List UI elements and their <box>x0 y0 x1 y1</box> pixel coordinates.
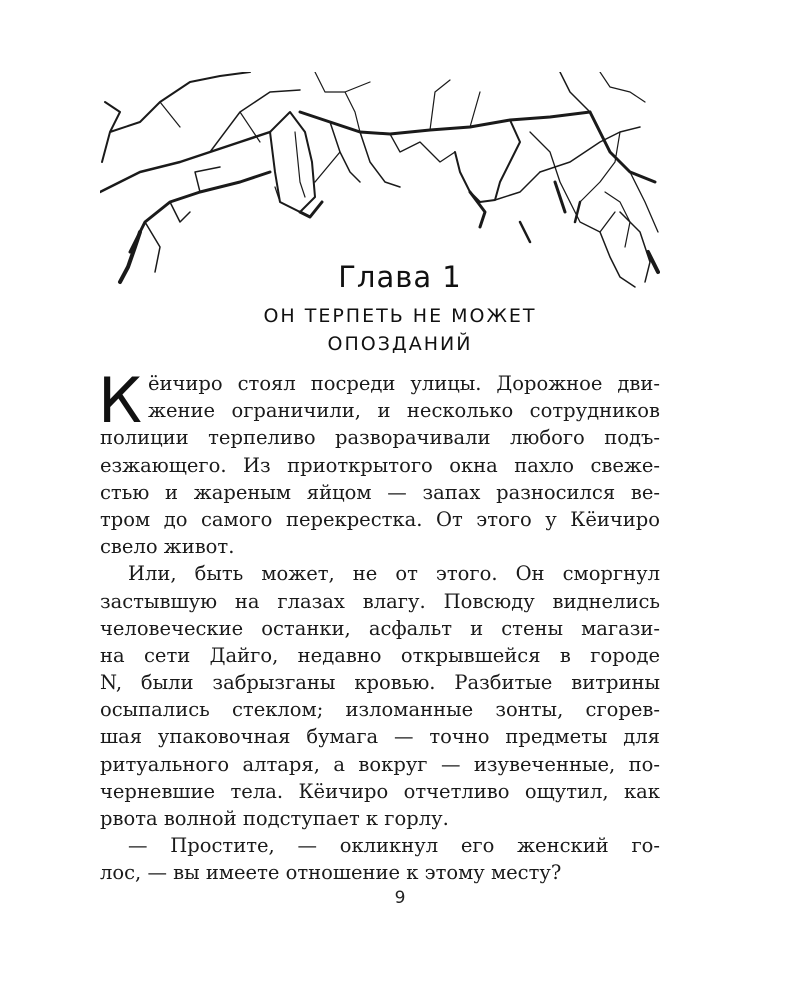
text-line: стью и жареным яйцом — запах разносился ве- <box>100 480 660 504</box>
page-number: 9 <box>394 888 406 908</box>
text-line: осыпались стеклом; изломанные зонты, сгорев- <box>100 698 660 722</box>
text-line: ёичиро стоял посреди улицы. Дорожное дви- <box>148 372 660 395</box>
cracked-arch-illustration <box>100 72 660 292</box>
chapter-title: Глава 1 <box>338 260 462 294</box>
text-line: шая упаковочная бумага — точно предметы для <box>100 725 660 749</box>
text-line: N, были забрызганы кровью. Разбитые витрины <box>100 671 660 695</box>
text-line: Или, быть может, не от этого. Он сморгнул <box>128 562 660 586</box>
text-line: езжающего. Из приоткрытого окна пахло свеже- <box>100 453 660 477</box>
text-line: рвота волной подступает к горлу. <box>100 807 449 830</box>
text-line: на сети Дайго, недавно открывшейся в городе <box>100 643 660 667</box>
chapter-subtitle-line: ОН ТЕРПЕТЬ НЕ МОЖЕТ <box>263 305 537 327</box>
chapter-subtitle-line: ОПОЗДАНИЙ <box>327 333 473 355</box>
text-line: тром до самого перекрестка. От этого у Кёичиро <box>100 507 660 531</box>
text-line: лос, — вы имеете отношение к этому месту? <box>100 861 562 885</box>
chapter-body <box>98 364 660 887</box>
text-line: свело живот. <box>100 535 235 559</box>
text-line: застывшую на глазах влагу. Повсюду виднелись <box>100 589 660 613</box>
text-line: ритуального алтаря, а вокруг — изувеченные, по- <box>100 752 660 776</box>
text-line: полиции терпеливо разворачивали любого подъ- <box>100 426 660 450</box>
drop-cap: К <box>98 364 143 437</box>
text-line: жение ограничили, и несколько сотрудников <box>148 399 660 423</box>
chapter-subtitle <box>0 302 800 358</box>
text-line: черневшие тела. Кёичиро отчетливо ощутил, как <box>100 779 660 803</box>
text-line: — Простите, — окликнул его женский го- <box>128 834 660 858</box>
text-line: человеческие останки, асфальт и стены магази- <box>100 616 660 640</box>
